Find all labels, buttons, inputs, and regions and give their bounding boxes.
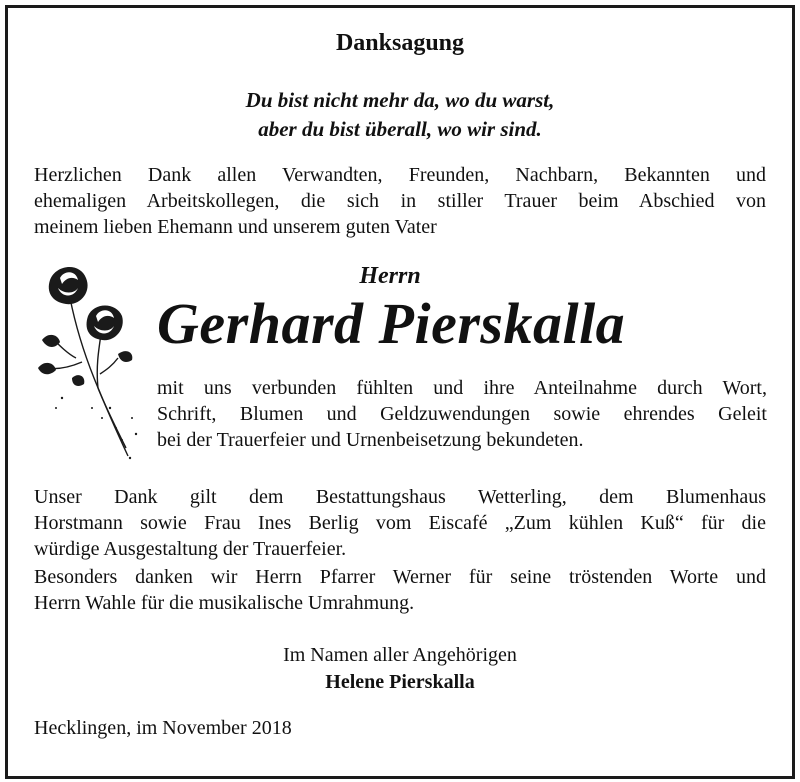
roses-icon	[32, 258, 150, 463]
sympathy-paragraph	[157, 375, 767, 453]
text-line: meinem lieben Ehemann und unserem guten Vater	[34, 216, 437, 238]
text-line: Horstmann sowie Frau Ines Berlig vom Eiscafé „Zum kühlen Kuß“ für die	[34, 512, 766, 534]
signature-block	[0, 642, 800, 696]
place-date: Hecklingen, im November 2018	[34, 717, 292, 739]
text-line: Besonders danken wir Herrn Pfarrer Werner für seine tröstenden Worte und	[34, 566, 766, 588]
signature-name: Helene Pierskalla	[325, 671, 475, 693]
text-line: ehemaligen Arbeitskollegen, die sich in stiller Trauer beim Abschied von	[34, 190, 766, 212]
intro-paragraph	[34, 162, 766, 240]
motto-line: aber du bist überall, wo wir sind.	[258, 117, 542, 141]
motto-quote	[0, 86, 800, 144]
signature-intro: Im Namen aller Angehörigen	[283, 644, 517, 666]
text-line: würdige Ausgestaltung der Trauerfeier.	[34, 538, 347, 560]
salutation: Herrn	[359, 263, 421, 289]
deceased-name: Gerhard Pierskalla	[157, 291, 626, 356]
text-line: Unser Dank gilt dem Bestattungshaus Wetterling, dem Blumenhaus	[34, 486, 766, 508]
text-line: bei der Trauerfeier und Urnenbeisetzung bekundeten.	[157, 429, 584, 451]
text-line: mit uns verbunden fühlten und ihre Anteilnahme durch Wort,	[157, 377, 767, 399]
thanks-paragraph	[34, 484, 766, 562]
text-line: Herzlichen Dank allen Verwandten, Freunden, Nachbarn, Bekannten und	[34, 164, 766, 186]
motto-line: Du bist nicht mehr da, wo du warst,	[245, 88, 555, 112]
special-thanks-paragraph	[34, 564, 766, 616]
text-line: Herrn Wahle für die musikalische Umrahmung.	[34, 592, 415, 614]
text-line: Schrift, Blumen und Geldzuwendungen sowie ehrendes Geleit	[157, 403, 767, 425]
heading: Danksagung	[335, 30, 465, 56]
